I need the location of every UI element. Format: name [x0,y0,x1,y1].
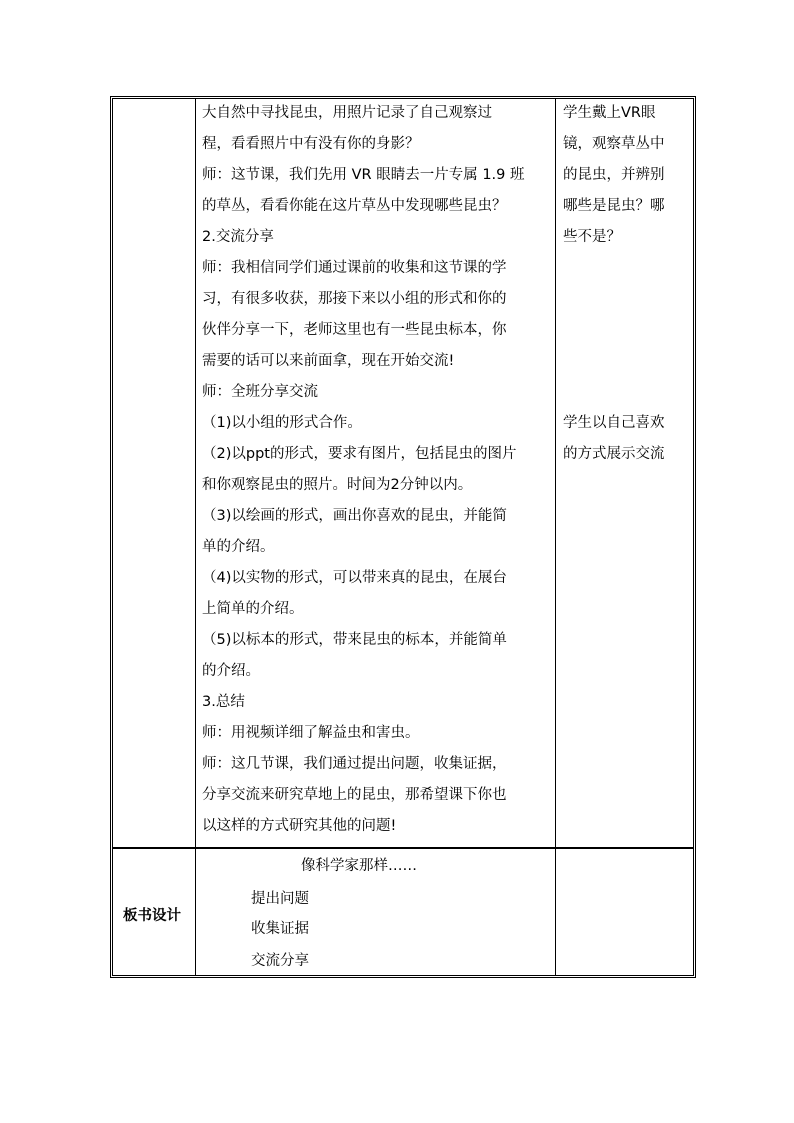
student-line: 的昆虫，并辨别 [563,167,665,183]
content-line: 需要的话可以来前面拿，现在开始交流! [202,353,455,369]
content-line: （5)以标本的形式，带来昆虫的标本，并能简单 [202,632,507,648]
content-line: （4)以实物的形式，可以带来真的昆虫，在展台 [202,570,507,586]
board-item: 提出问题 [251,891,309,907]
column-divider-2 [555,99,556,975]
content-line: 3.总结 [202,694,245,710]
content-line: （3)以绘画的形式，画出你喜欢的昆虫，并能简 [202,508,507,524]
student-line: 学生戴上VR眼 [563,105,656,121]
content-line: 2.交流分享 [202,229,274,245]
content-line: 分享交流来研究草地上的昆虫，那希望课下你也 [202,787,507,803]
content-line: 的介绍。 [202,663,260,679]
content-line: 以这样的方式研究其他的问题! [202,818,397,834]
student-line: 哪些是昆虫？哪 [563,198,665,214]
board-title: 像科学家那样…… [301,858,417,874]
content-line: 的草丛，看看你能在这片草丛中发现哪些昆虫？ [202,198,507,214]
board-item: 收集证据 [251,921,309,937]
content-line: 师：全班分享交流 [202,384,318,400]
content-line: （1)以小组的形式合作。 [202,415,362,431]
content-line: 伙伴分享一下，老师这里也有一些昆虫标本，你 [202,322,507,338]
column-divider-1 [195,99,196,975]
student-line: 些不是？ [563,229,621,245]
student-activity-2 [563,408,665,470]
content-line: 习，有很多收获，那接下来以小组的形式和你的 [202,291,507,307]
content-line: （2)以ppt的形式，要求有图片，包括昆虫的图片 [202,446,517,462]
content-line: 上简单的介绍。 [202,601,304,617]
content-line: 师：用视频详细了解益虫和害虫。 [202,725,420,741]
student-line: 镜，观察草丛中 [563,136,665,152]
content-line: 师：这节课，我们先用 VR 眼睛去一片专属 1.9 班 [202,167,525,183]
board-design-label: 板书设计 [123,908,181,924]
content-line: 程，看看照片中有没有你的身影？ [202,136,420,152]
content-line: 单的介绍。 [202,539,275,555]
student-line: 的方式展示交流 [563,446,665,462]
content-line: 和你观察昆虫的照片。时间为2分钟以内。 [202,477,473,493]
student-line: 学生以自己喜欢 [563,415,665,431]
student-activity-1 [563,98,665,253]
lesson-table [110,96,696,978]
row-divider [113,847,693,849]
content-line: 大自然中寻找昆虫，用照片记录了自己观察过 [202,105,492,121]
board-item: 交流分享 [251,953,309,969]
content-line: 师：这几节课，我们通过提出问题，收集证据， [202,756,507,772]
process-content [202,98,525,842]
content-line: 师：我相信同学们通过课前的收集和这节课的学 [202,260,507,276]
